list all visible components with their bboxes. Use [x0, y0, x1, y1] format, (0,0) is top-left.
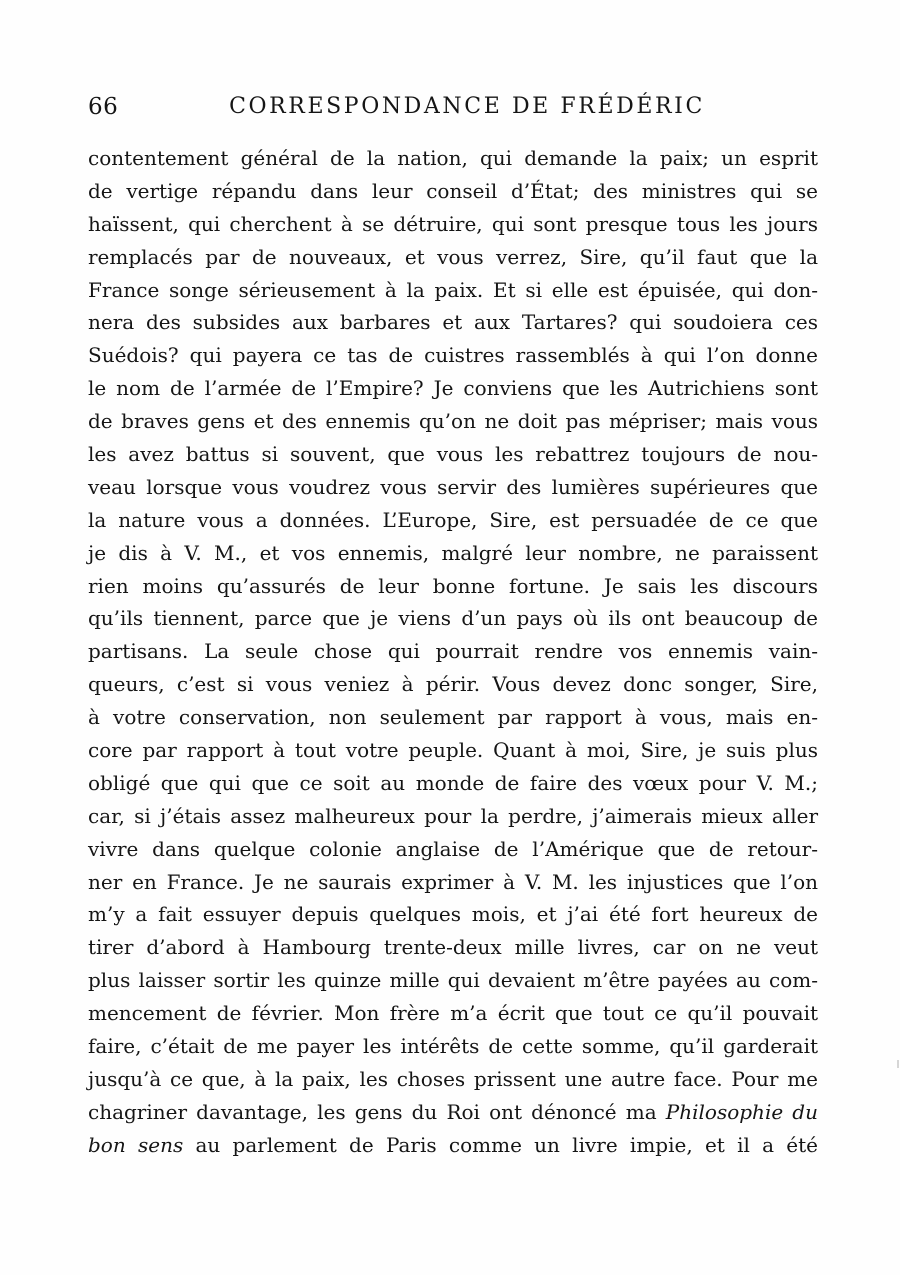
- text-line: remplacés par de nouveaux, et vous verrez, Sire, qu’il faut que la: [88, 244, 818, 269]
- text-line: [88, 1129, 818, 1162]
- text-line: haïssent, qui cherchent à se détruire, qui sont presque tous les jours: [88, 211, 818, 236]
- text-line: ner en France. Je ne saurais exprimer à V. M. les injustices que l’on: [88, 869, 818, 894]
- text-line: faire, c’était de me payer les intérêts de cette somme, qu’il garderait: [88, 1034, 818, 1059]
- text-line: qu’ils tiennent, parce que je viens d’un pays où ils ont beaucoup de: [88, 606, 818, 631]
- text-line: le nom de l’armée de l’Empire? Je conviens que les Autrichiens sont: [88, 376, 818, 401]
- text-line: obligé que qui que ce soit au monde de faire des vœux pour V. M.;: [88, 770, 818, 795]
- text-line: mencement de février. Mon frère m’a écrit que tout ce qu’il pouvait: [88, 1001, 818, 1026]
- text-line: [88, 1096, 818, 1129]
- text-line: je dis à V. M., et vos ennemis, malgré leur nombre, ne paraissent: [88, 540, 818, 565]
- text-line: les avez battus si souvent, que vous les rebattrez toujours de nou-: [88, 442, 818, 467]
- margin-mark: [897, 1060, 899, 1068]
- text-line: nera des subsides aux barbares et aux Tartares? qui soudoiera ces: [88, 310, 818, 335]
- text-line: partisans. La seule chose qui pourrait rendre vos ennemis vain-: [88, 639, 818, 664]
- text-line: à votre conservation, non seulement par rapport à vous, mais en-: [88, 705, 818, 730]
- text-line: Suédois? qui payera ce tas de cuistres rassemblés à qui l’on donne: [88, 343, 818, 368]
- text-line: queurs, c’est si vous veniez à périr. Vous devez donc songer, Sire,: [88, 672, 818, 697]
- text-line: veau lorsque vous voudrez vous servir des lumières supérieures que: [88, 474, 818, 499]
- text-line: de vertige répandu dans leur conseil d’État; des ministres qui se: [88, 178, 818, 203]
- book-title-italic: bon sens: [88, 1132, 184, 1157]
- text-line: jusqu’à ce que, à la paix, les choses prissent une autre face. Pour me: [88, 1066, 818, 1091]
- text-line: core par rapport à tout votre peuple. Quant à moi, Sire, je suis plus: [88, 738, 818, 763]
- running-head: [88, 94, 818, 128]
- text-line: de braves gens et des ennemis qu’on ne doit pas mépriser; mais vous: [88, 409, 818, 434]
- text-line: France songe sérieusement à la paix. Et si elle est épuisée, qui don-: [88, 277, 818, 302]
- text-line: rien moins qu’assurés de leur bonne fortune. Je sais les discours: [88, 573, 818, 598]
- body-text: [88, 142, 818, 1162]
- text-line: tirer d’abord à Hambourg trente-deux mille livres, car on ne veut: [88, 935, 818, 960]
- text-line: vivre dans quelque colonie anglaise de l’Amérique que de retour-: [88, 836, 818, 861]
- text-line: plus laisser sortir les quinze mille qui devaient m’être payées au com-: [88, 968, 818, 993]
- text-line: car, si j’étais assez malheureux pour la perdre, j’aimerais mieux aller: [88, 803, 818, 828]
- book-title-italic: Philosophie du: [665, 1099, 818, 1124]
- text-line: la nature vous a données. L’Europe, Sire, est persuadée de ce que: [88, 507, 818, 532]
- text-line-roman: chagriner davantage, les gens du Roi ont dénoncé ma: [88, 1099, 666, 1124]
- text-line-roman: au parlement de Paris comme un livre impie, et il a été: [183, 1132, 819, 1157]
- text-line: m’y a fait essuyer depuis quelques mois, et j’ai été fort heureux de: [88, 902, 818, 927]
- running-title: CORRESPONDANCE DE FRÉDÉRIC: [229, 94, 705, 119]
- page-number: 66: [88, 94, 119, 120]
- text-line: contentement général de la nation, qui demande la paix; un esprit: [88, 146, 818, 170]
